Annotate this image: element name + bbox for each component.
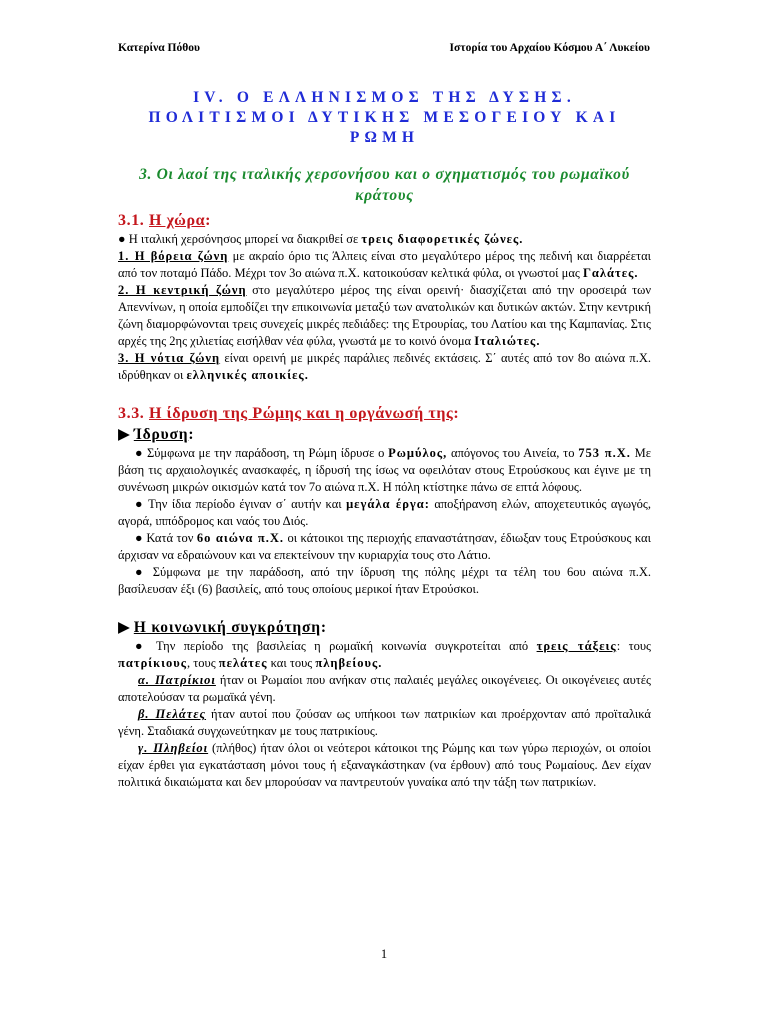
emphasis: Ρωμύλος, bbox=[388, 446, 448, 460]
section-heading-3-3 bbox=[118, 403, 651, 424]
subheading-text: Η κοινωνική συγκρότηση bbox=[133, 619, 321, 636]
emphasis: 753 π.Χ. bbox=[578, 446, 631, 460]
social-heading bbox=[118, 617, 651, 638]
text: Την ίδια περίοδο έγιναν σ΄ αυτήν και bbox=[148, 497, 347, 511]
section-title: Η χώρα bbox=[149, 212, 206, 229]
text: απόγονος του Αινεία, το bbox=[447, 446, 579, 460]
text: : τους bbox=[616, 639, 651, 653]
emphasis: Γαλάτες. bbox=[582, 266, 639, 280]
arrow-right-icon: ▶ bbox=[118, 619, 130, 636]
paragraph bbox=[118, 672, 651, 706]
section-number: 3.3. bbox=[118, 405, 149, 422]
text: , τους bbox=[186, 656, 219, 670]
founding-heading bbox=[118, 424, 651, 445]
subheading-text: Ίδρυση bbox=[133, 426, 189, 443]
paragraph bbox=[118, 231, 651, 248]
document-body bbox=[118, 210, 651, 791]
section-colon: : bbox=[453, 405, 460, 422]
text: με ακραίο όριο τις Άλπεις είναι στο μεγαλύτερο μέρος της πεδινή και διαρρέεται από τον ποταμό Πάδο. Μέχρι τον 3ο αιώνα π.Χ. κατοικούσαν κελτικά φύλα, οι γνωστοί μας bbox=[118, 249, 651, 280]
subheading-colon: : bbox=[320, 619, 327, 636]
paragraph bbox=[118, 282, 651, 350]
text: Την περίοδο της βασιλείας η ρωμαϊκή κοινωνία συγκροτείται από bbox=[156, 639, 537, 653]
text: (πλήθος) ήταν όλοι οι νεότεροι κάτοικοι της Ρώμης και των γύρω περιοχών, οι οποίοι είχαν έρθει για εγκατάσταση μόνοι τους ή εξαναγκάστηκαν (να έρθουν) από τους Ρωμαίους. Δεν είχαν πολιτικά δικαιώματα και δεν μπορούσαν να παντρευτούν γυναίκα από την τάξη των πατρικίων. bbox=[118, 741, 652, 789]
arrow-right-icon: ▶ bbox=[118, 426, 130, 443]
text: οι κάτοικοι της περιοχής επαναστάτησαν, έδιωξαν τους Ετρούσκους και άρχισαν να εδραιώνουν και να επεκτείνουν την κυριαρχία τους στο Λάτιο. bbox=[118, 531, 651, 562]
emphasis: 6ο αιώνα π.Χ. bbox=[196, 531, 284, 545]
header-author: Κατερίνα Πόθου bbox=[118, 42, 200, 54]
text: Σύμφωνα με την παράδοση, από την ίδρυση της πόλης μέχρι τα τέλη του 6ου αιώνα π.Χ. βασίλευσαν έξι (6) βασιλείς, από τους οποίους μερικοί ήταν Ετρούσκοι. bbox=[118, 565, 651, 596]
text: στο μεγαλύτερο μέρος της είναι ορεινή· διασχίζεται από την οροσειρά των Απεννίνων, η οποία εμποδίζει την επικοινωνία μεταξύ των ανατολικών και δυτικών ακτών. Στην κεντρική ζώνη διαμορφώνονται τρεις συνεχείς μικρές πεδιάδες: της Ετρουρίας, του Λατίου και της Καμπανίας. Στις αρχές της 2ης χιλιετίας εισήλθαν νέα φύλα, γνωστά με το κοινό όνομα bbox=[118, 283, 651, 348]
emphasis: τρεις τάξεις bbox=[536, 639, 617, 653]
section-title: Η ίδρυση της Ρώμης και η οργάνωσή της bbox=[149, 405, 454, 422]
text: Με βάση τις αρχαιολογικές ανασκαφές, η ίδρυσή της ίσως να οφειλόταν στους Ετρούσκους και έγινε με τη συνένωση μικρών οικισμών κατά τον 7ο αιώνα π.Χ. Η πόλη κτίστηκε πάνω σε επτά λόφους. bbox=[118, 446, 651, 494]
section-heading-3-1 bbox=[118, 210, 651, 231]
class-label: α. Πατρίκιοι bbox=[138, 673, 216, 687]
title-line: ΙV. Ο ΕΛΛΗΝΙΣΜΟΣ ΤΗΣ ΔΥΣΗΣ. bbox=[193, 89, 576, 106]
title-line: ΠΟΛΙΤΙΣΜΟΙ ΔΥΤΙΚΗΣ ΜΕΣΟΓΕΙΟΥ ΚΑΙ bbox=[148, 109, 621, 126]
emphasis: τρεις διαφορετικές ζώνες. bbox=[361, 232, 524, 246]
text: ήταν οι Ρωμαίοι που ανήκαν στις παλαιές μεγάλες οικογένειες. Οι οικογένειες αυτές αποτελούσαν τα ρωμαϊκά γένη. bbox=[118, 673, 651, 704]
paragraph bbox=[118, 248, 651, 282]
text: Κατά τον bbox=[146, 531, 197, 545]
paragraph bbox=[118, 350, 651, 384]
text: αποξήρανση ελών, αποχετευτικός αγωγός, αγορά, ιππόδρομος και ναός του Διός. bbox=[118, 497, 651, 528]
text: Σύμφωνα με την παράδοση, τη Ρώμη ίδρυσε ο bbox=[146, 446, 389, 460]
bullet-icon: ● bbox=[118, 232, 126, 246]
text: ήταν αυτοί που ζούσαν ως υπήκοοι των πατρικίων και προέρχονταν από προϊταλικά γένη. Σταδιακά συγχωνεύτηκαν με τους πατρικίους. bbox=[118, 707, 651, 738]
paragraph bbox=[118, 706, 651, 740]
zone-label: 1. Η βόρεια ζώνη bbox=[118, 249, 229, 263]
zone-label: 3. Η νότια ζώνη bbox=[118, 351, 221, 365]
paragraph bbox=[118, 496, 651, 530]
bullet-icon: ● bbox=[135, 497, 144, 511]
page-number: 1 bbox=[380, 947, 388, 961]
zone-label: 2. Η κεντρική ζώνη bbox=[118, 283, 247, 297]
paragraph bbox=[118, 530, 651, 564]
text: και τους bbox=[267, 656, 316, 670]
bullet-icon: ● bbox=[135, 531, 143, 545]
text: Η ιταλική χερσόνησος μπορεί να διακριθεί σε bbox=[128, 232, 362, 246]
bullet-icon: ● bbox=[135, 446, 144, 460]
paragraph bbox=[118, 445, 651, 496]
paragraph bbox=[118, 638, 651, 672]
bullet-icon: ● bbox=[135, 565, 147, 579]
title-line: ΡΩΜΗ bbox=[349, 129, 420, 146]
subheading-colon: : bbox=[188, 426, 194, 443]
emphasis: πελάτες bbox=[218, 656, 268, 670]
emphasis: Ιταλιώτες. bbox=[474, 334, 541, 348]
header-course: Ιστορία του Αρχαίου Κόσμου Α΄ Λυκείου bbox=[449, 42, 650, 54]
paragraph bbox=[118, 564, 651, 598]
class-label: β. Πελάτες bbox=[138, 707, 207, 721]
emphasis: ελληνικές αποικίες. bbox=[186, 368, 309, 382]
emphasis: πληβείους. bbox=[315, 656, 383, 670]
page-title bbox=[118, 88, 651, 148]
bullet-icon: ● bbox=[135, 639, 148, 653]
chapter-subtitle: 3. Οι λαοί της ιταλικής χερσονήσου και ο σχηματισμός του ρωμαϊκού κράτους bbox=[139, 166, 630, 204]
section-number: 3.1. bbox=[118, 212, 149, 229]
section-colon: : bbox=[205, 212, 212, 229]
text: είναι ορεινή με μικρές παράλιες πεδινές εκτάσεις. Σ΄ αυτές από τον 8ο αιώνα π.Χ. ιδρύθηκαν οι bbox=[118, 351, 651, 382]
emphasis: μεγάλα έργα: bbox=[346, 497, 430, 511]
paragraph bbox=[118, 740, 651, 791]
emphasis: πατρίκιους bbox=[118, 656, 187, 670]
class-label: γ. Πληβείοι bbox=[138, 741, 209, 755]
